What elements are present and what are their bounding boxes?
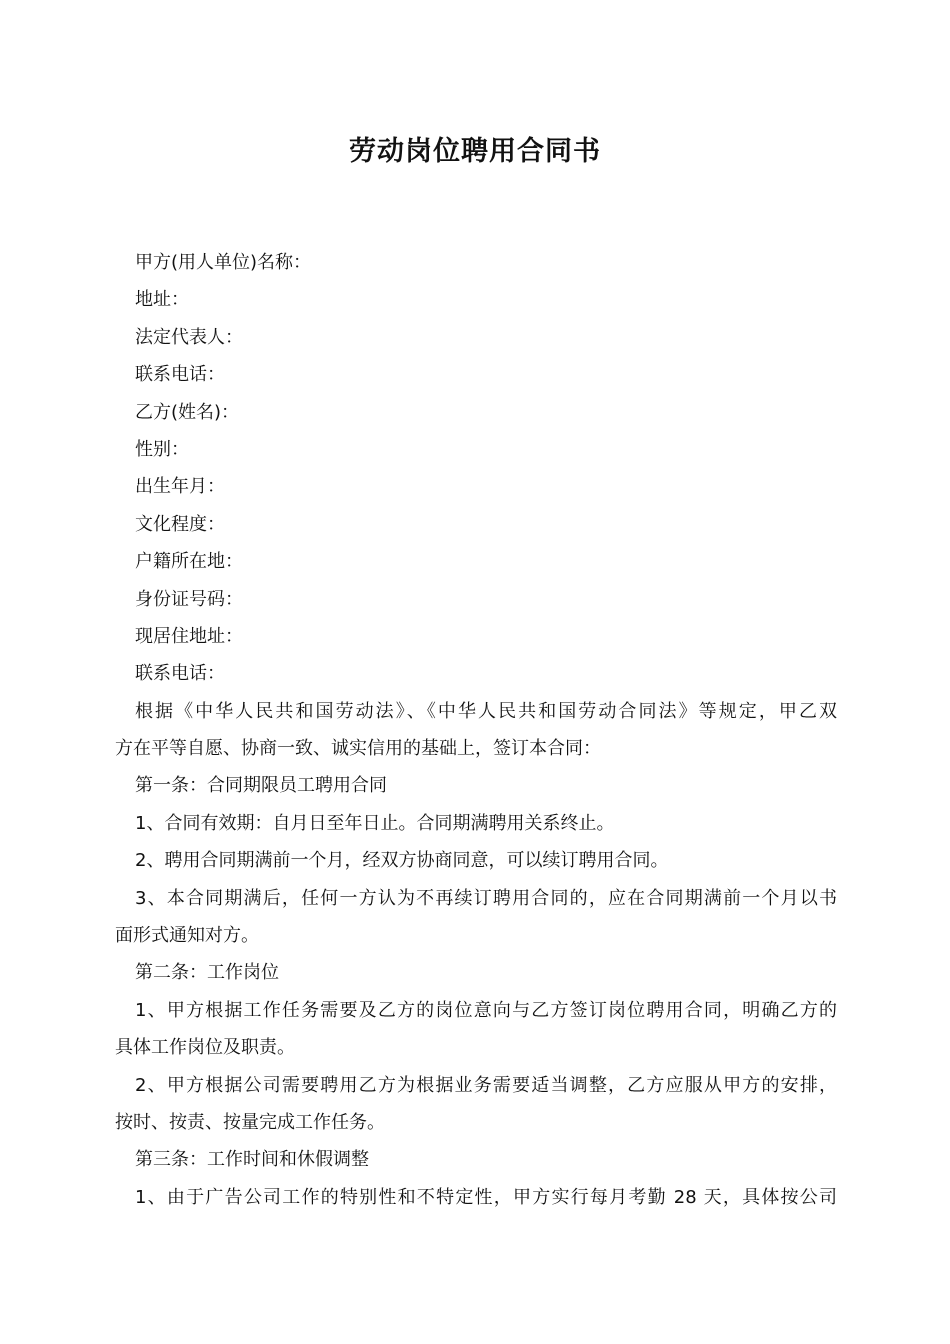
article-2-item-2-line-2: 按时、按责、按量完成工作任务。 bbox=[115, 1111, 385, 1133]
preamble-line-1: 根据《中华人民共和国劳动法》、《中华人民共和国劳动合同法》等规定，甲乙双 bbox=[135, 700, 837, 722]
field-party-a-name: 甲方(用人单位)名称： bbox=[135, 252, 312, 273]
article-1-item-2: 2、聘用合同期满前一个月，经双方协商同意，可以续订聘用合同。 bbox=[135, 850, 669, 872]
field-legal-representative: 法定代表人： bbox=[135, 326, 243, 348]
article-2-item-2-line-1: 2、甲方根据公司需要聘用乙方为根据业务需要适当调整，乙方应服从甲方的安排， bbox=[135, 1074, 837, 1096]
article-2-item-1-line-1: 1、甲方根据工作任务需要及乙方的岗位意向与乙方签订岗位聘用合同，明确乙方的 bbox=[135, 999, 837, 1021]
field-birth-date: 出生年月： bbox=[135, 476, 225, 498]
article-3-title: 第三条：工作时间和休假调整 bbox=[135, 1149, 369, 1171]
field-id-number: 身份证号码： bbox=[135, 588, 243, 610]
article-1-item-3-line-1: 3、本合同期满后，任何一方认为不再续订聘用合同的，应在合同期满前一个月以书 bbox=[135, 887, 837, 909]
field-party-b-phone: 联系电话： bbox=[135, 663, 225, 685]
article-1-title: 第一条：合同期限员工聘用合同 bbox=[135, 775, 387, 797]
field-party-a-address: 地址： bbox=[135, 289, 189, 311]
field-education: 文化程度： bbox=[135, 513, 225, 535]
field-gender: 性别： bbox=[135, 438, 189, 460]
field-current-address: 现居住地址： bbox=[135, 625, 243, 647]
document-title: 劳动岗位聘用合同书 bbox=[349, 136, 601, 167]
article-1-item-3-line-2: 面形式通知对方。 bbox=[115, 925, 259, 947]
article-2-item-1-line-2: 具体工作岗位及职责。 bbox=[115, 1037, 295, 1059]
document-body bbox=[115, 244, 837, 1216]
field-household-registration: 户籍所在地： bbox=[135, 551, 243, 573]
article-1-item-1: 1、合同有效期：自月日至年日止。合同期满聘用关系终止。 bbox=[135, 812, 615, 834]
article-3-item-1-line-1: 1、由于广告公司工作的特别性和不特定性，甲方实行每月考勤 28 天，具体按公司 bbox=[135, 1186, 837, 1208]
field-party-a-phone: 联系电话： bbox=[135, 364, 225, 386]
preamble-line-2: 方在平等自愿、协商一致、诚实信用的基础上，签订本合同： bbox=[115, 738, 601, 760]
article-2-title: 第二条：工作岗位 bbox=[135, 962, 279, 984]
field-party-b-name: 乙方(姓名)： bbox=[135, 401, 240, 423]
